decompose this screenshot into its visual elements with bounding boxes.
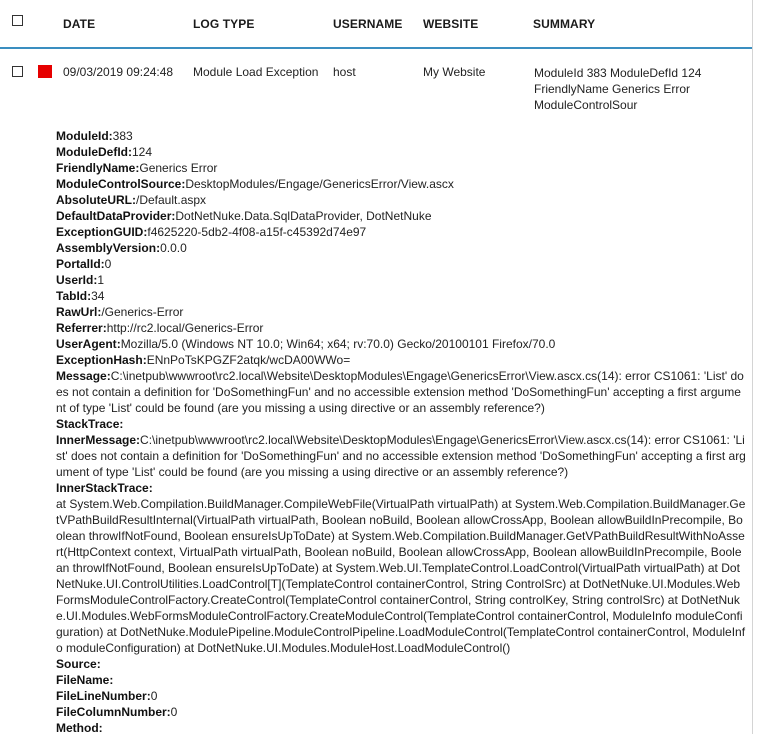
detail-key: FileColumnNumber [56,705,167,719]
detail-colon: : [142,353,147,367]
detail-colon: : [156,241,161,255]
table-header [0,0,752,49]
entry-date: 09/03/2019 09:24:48 [63,65,174,79]
detail-colon: : [87,289,92,303]
detail-colon: : [108,129,113,143]
column-date[interactable]: DATE [63,17,96,31]
detail-key: PortalId [56,257,101,271]
detail-key: TabId [56,289,88,303]
detail-key: StackTrace [56,417,120,431]
detail-key: AbsoluteURL [56,193,132,207]
detail-line [56,688,746,704]
detail-value: 0.0.0 [160,241,187,255]
detail-value: 0 [150,689,158,703]
detail-line [56,128,746,144]
detail-line [56,160,746,176]
entry-username: host [333,65,356,79]
detail-line [56,176,746,192]
detail-colon: : [98,721,103,735]
detail-line [56,192,746,208]
detail-line [56,256,746,272]
detail-line [56,480,746,496]
detail-key: InnerStackTrace [56,481,149,495]
detail-key: ExceptionHash [56,353,143,367]
detail-key: ModuleControlSource [56,177,182,191]
detail-key: ModuleDefId [56,145,128,159]
detail-line [56,336,746,352]
detail-value: 383 [112,129,133,143]
detail-line [56,704,746,720]
entry-website: My Website [423,65,486,79]
detail-value: 124 [132,145,153,159]
detail-colon: : [143,225,148,239]
detail-line [56,416,746,432]
detail-line [56,320,746,336]
column-log-type[interactable]: LOG TYPE [193,17,255,31]
severity-indicator [38,65,52,78]
detail-value: 34 [91,289,105,303]
detail-line [56,672,746,688]
detail-key: Method [56,721,99,735]
detail-colon: : [109,673,114,687]
detail-key: Referrer [56,321,103,335]
detail-colon: : [128,145,132,159]
entry-log-type: Module Load Exception [193,65,319,79]
detail-key: FriendlyName [56,161,136,175]
detail-key: RawUrl [56,305,98,319]
column-website[interactable]: WEBSITE [423,17,479,31]
detail-line [56,240,746,256]
detail-value: DotNetNuke.Data.SqlDataProvider, DotNetNuke [175,209,432,223]
column-username[interactable]: USERNAME [333,17,403,31]
detail-key: InnerMessage [56,433,137,447]
detail-line [56,144,746,160]
detail-colon: : [166,705,171,719]
detail-line [56,208,746,224]
detail-colon: : [97,305,102,319]
detail-key: DefaultDataProvider [56,209,172,223]
detail-colon: : [116,337,121,351]
detail-line [56,224,746,240]
detail-key: AssemblyVersion [56,241,157,255]
detail-value: /Default.aspx [136,193,207,207]
detail-line [56,272,746,288]
log-details [56,128,746,736]
select-all-checkbox[interactable] [12,15,23,26]
entry-summary: ModuleId 383 ModuleDefId 124 FriendlyName Generics Error ModuleControlSour [534,66,702,112]
detail-value: Mozilla/5.0 (Windows NT 10.0; Win64; x64; rv:70.0) Gecko/20100101 Firefox/70.0 [120,337,556,351]
detail-value: 0 [104,257,112,271]
detail-value: ENnPoTsKPGZF2atqk/wcDA00WWo= [146,353,351,367]
detail-key: Source [56,657,97,671]
detail-value: at System.Web.Compilation.BuildManager.CompileWebFile(VirtualPath virtualPath) at System.Web.Compilation.BuildManager.GetVPathBuildResultInternal(VirtualPath virtualPath, Boolean noBuild, Boolean allowCrossApp, Boolean allowBuildInPrecompile, Boolean throwIfNotFound, Boolean ensureIsUpToDate) at System.Web.Compilation.BuildManager.GetVPathBuildResultWithNoAssert(HttpContext context, VirtualPath virtualPath, Boolean noBuild, Boolean allowCrossApp, Boolean allowBuildInPrecompile, Boolean throwIfNotFound, Boolean ensureIsUpToDate) at System.Web.UI.TemplateControl.LoadControl(VirtualPath virtualPath) at DotNetNuke.UI.ControlUtilities.LoadControl[T](TemplateControl containerControl, String ControlSrc) at DotNetNuke.UI.Modules.WebFormsModuleControlFactory.CreateControl(TemplateControl containerControl, String controlKey, String controlSrc) at DotNetNuke.UI.Modules.WebFormsModuleControlFactory.CreateModuleControl(TemplateControl containerControl, ModuleInfo moduleConfiguration) at DotNetNuke.ModulePipeline.ModuleControlPipeline.LoadModuleControl(TemplateControl containerControl, ModuleInfo moduleConfiguration) at DotNetNuke.UI.Modules.ModuleHost.LoadModuleControl() [56,497,746,655]
detail-colon: : [106,369,111,383]
detail-line [56,352,746,368]
detail-colon: : [96,657,101,671]
detail-line [56,496,746,656]
detail-value: C:\inetpub\wwwroot\rc2.local\Website\DesktopModules\Engage\GenericsError\View.ascx.cs(14): error CS1061: 'List' does not contain a definition for 'DoSomethingFun' and no accessible extension method 'DoSomethingFun' accepting a first argument of type 'List' could be found (are you missing a using directive or an assembly reference?) [56,369,744,415]
detail-key: FileLineNumber [56,689,147,703]
detail-colon: : [119,417,124,431]
detail-value: 1 [97,273,105,287]
detail-line [56,368,746,416]
detail-value: http://rc2.local/Generics-Error [106,321,264,335]
detail-key: ExceptionGUID [56,225,144,239]
detail-colon: : [100,257,105,271]
detail-key: UserAgent [56,337,117,351]
detail-value: Generics Error [139,161,218,175]
detail-colon: : [132,193,136,207]
detail-line [56,304,746,320]
detail-line [56,656,746,672]
detail-key: FileName [56,673,110,687]
detail-key: Message [56,369,107,383]
detail-colon: : [93,273,98,287]
detail-colon: : [136,433,141,447]
detail-value: f4625220-5db2-4f08-a15f-c45392d74e97 [147,225,367,239]
row-checkbox[interactable] [12,66,23,77]
detail-value: DesktopModules/Engage/GenericsError/View.ascx [185,177,454,191]
detail-value: C:\inetpub\wwwroot\rc2.local\Website\DesktopModules\Engage\GenericsError\View.ascx.cs(14): error CS1061: 'List' does not contain a definition for 'DoSomethingFun' and no accessible extension method 'DoSomethingFun' accepting a first argument of type 'List' could be found (are you missing a using directive or an assembly reference?) [56,433,746,479]
detail-colon: : [146,689,151,703]
detail-colon: : [148,481,153,495]
detail-colon: : [171,209,176,223]
detail-key: ModuleId [56,129,109,143]
detail-colon: : [135,161,140,175]
detail-line [56,288,746,304]
detail-value: 0 [170,705,178,719]
detail-colon: : [102,321,107,335]
column-summary[interactable]: SUMMARY [533,17,596,31]
detail-colon: : [181,177,186,191]
detail-line [56,432,746,480]
detail-key: UserId [56,273,94,287]
detail-value: /Generics-Error [101,305,184,319]
